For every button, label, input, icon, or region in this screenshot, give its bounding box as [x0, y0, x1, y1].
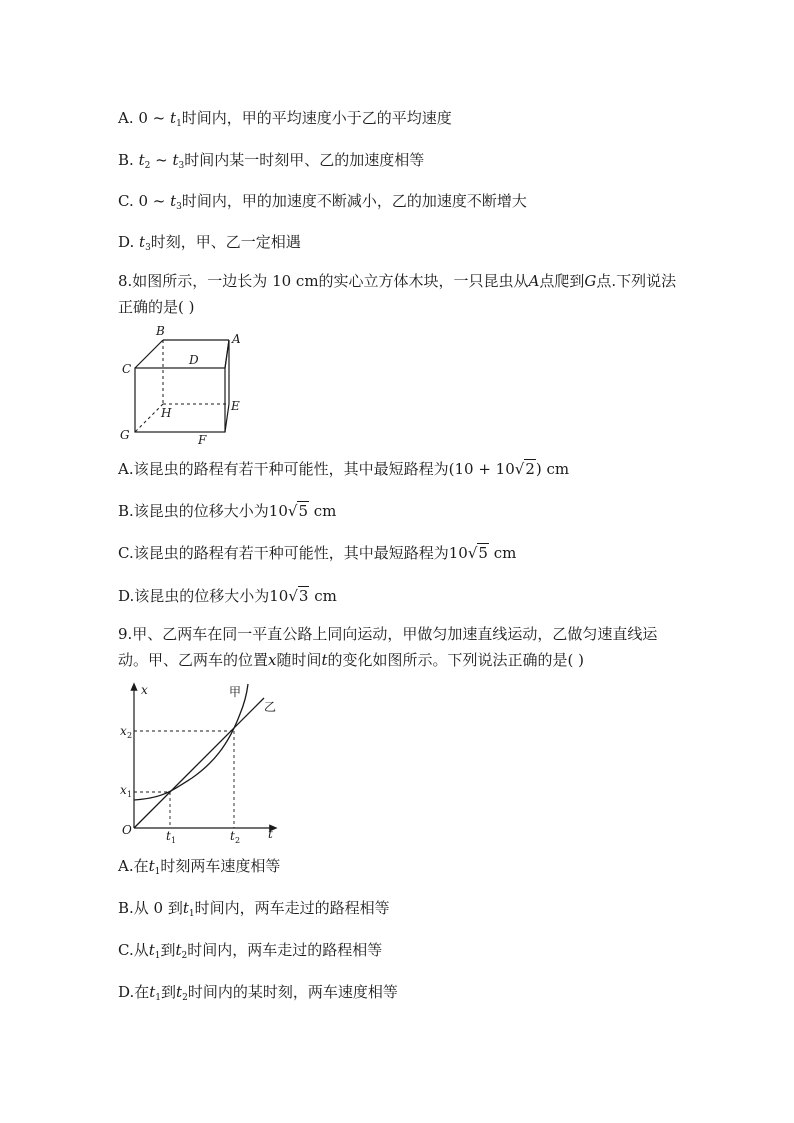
- var-t: t: [176, 983, 183, 1001]
- q7-option-a: [118, 108, 452, 134]
- q9-option-c: [118, 940, 382, 966]
- cube-edge: [225, 340, 229, 368]
- cube-figure: [112, 322, 252, 450]
- range-sign: ~: [150, 151, 173, 169]
- var-t: t: [170, 192, 177, 210]
- subscript: 3: [176, 202, 182, 212]
- q8-option-a: [118, 459, 569, 479]
- sqrt-sign: √2: [514, 460, 535, 478]
- x1-label: x: [120, 783, 127, 797]
- x1-subscript: 1: [127, 790, 133, 799]
- subscript: 2: [144, 161, 151, 171]
- q7-option-a-text: 时间内，甲的平均速度小于乙的平均速度: [181, 109, 452, 127]
- radicand: 2: [525, 460, 535, 478]
- cube-label-h: H: [161, 406, 172, 420]
- math: ) cm: [535, 460, 570, 478]
- radicand: 5: [298, 502, 308, 520]
- q7-option-d-prefix: D.: [118, 233, 140, 251]
- q7-option-a-prefix: A. 0 ~: [118, 109, 171, 127]
- cube-label-d: D: [189, 353, 199, 367]
- var-t: t: [182, 899, 189, 917]
- q7-option-b-prefix: B.: [118, 151, 139, 169]
- var-t: t: [172, 151, 179, 169]
- subscript: 1: [154, 951, 161, 961]
- t2-label: t: [230, 829, 235, 843]
- math: cm: [488, 544, 517, 562]
- math: (10 + 10: [448, 460, 515, 478]
- q9-option-d-mid: 到: [161, 983, 177, 1001]
- q9-option-c-prefix: C.从: [118, 941, 149, 959]
- cube-label-c: C: [122, 362, 132, 376]
- t1-label: t: [166, 829, 171, 843]
- q7-option-c: [118, 191, 527, 217]
- var-x: x: [268, 651, 277, 669]
- q9-option-b: [118, 898, 390, 924]
- subscript: 2: [181, 951, 188, 961]
- subscript: 3: [178, 161, 185, 171]
- var-t: t: [148, 941, 155, 959]
- sqrt-sign: √5: [287, 502, 308, 520]
- var-t: t: [139, 233, 146, 251]
- cube-edge: [135, 340, 163, 368]
- yi-label: 乙: [264, 700, 277, 714]
- radicand: 5: [478, 544, 488, 562]
- cube-label-g: G: [120, 428, 130, 442]
- var-t: t: [321, 651, 328, 669]
- point-label: G: [584, 272, 597, 290]
- q8-option-d-text: D.该昆虫的位移大小为: [118, 587, 270, 605]
- q9-stem-text: 的变化如图所示。下列说法正确的是( ): [327, 651, 585, 669]
- subscript: 1: [176, 119, 182, 129]
- q8-option-b: [118, 501, 336, 521]
- q9-option-a-text: 时刻两车速度相等: [160, 857, 281, 875]
- q8-stem: [118, 268, 678, 320]
- sqrt-sign: √5: [467, 544, 488, 562]
- subscript: 1: [188, 909, 195, 919]
- x2-label: x: [120, 724, 127, 738]
- yi-line: [134, 698, 264, 828]
- origin-label: O: [122, 823, 132, 837]
- cube-edge: [225, 404, 229, 432]
- q7-option-b-text: 时间内某一时刻甲、乙的加速度相等: [184, 151, 425, 169]
- t1-subscript: 1: [171, 836, 177, 845]
- q8-option-b-text: B.该昆虫的位移大小为: [118, 502, 269, 520]
- subscript: 2: [182, 993, 188, 1003]
- jia-curve: [134, 684, 248, 800]
- q7-option-b: [118, 150, 424, 176]
- q9-option-d-prefix: D.在: [118, 983, 150, 1001]
- var-t: t: [148, 857, 155, 875]
- var-t: t: [149, 983, 156, 1001]
- point-label: A: [528, 272, 540, 290]
- q9-stem-text: 随时间: [276, 651, 322, 669]
- y-axis-label: x: [141, 683, 148, 697]
- var-t: t: [170, 109, 177, 127]
- subscript: 1: [154, 867, 161, 877]
- q8-option-a-text: A.该昆虫的路程有若干种可能性，其中最短路程为: [118, 460, 449, 478]
- subscript: 3: [145, 243, 151, 253]
- q8-option-d: [118, 586, 337, 606]
- math: cm: [309, 587, 337, 605]
- q9-option-a: [118, 856, 280, 882]
- cube-front-face: [135, 368, 225, 432]
- q9-option-b-text: 时间内，两车走过的路程相等: [194, 899, 390, 917]
- subscript: 1: [155, 993, 162, 1003]
- q7-option-d-text: 时刻，甲、乙一定相遇: [150, 233, 301, 251]
- math: cm: [309, 502, 337, 520]
- q9-option-d: [118, 982, 398, 1008]
- q9-option-b-prefix: B.从 0 到: [118, 899, 183, 917]
- t2-subscript: 2: [235, 836, 241, 845]
- q8-option-c-text: C.该昆虫的路程有若干种可能性，其中最短路程为: [118, 544, 449, 562]
- math: 10: [268, 502, 288, 520]
- math: 10: [448, 544, 468, 562]
- x2-subscript: 2: [127, 731, 133, 740]
- x-axis-label: t: [268, 827, 273, 841]
- q9-stem-text: 9.甲、乙两车在同一平直公路上同向运动，甲做匀加速直线运动，乙做匀速直线运动。甲、乙两车的位置: [118, 625, 658, 669]
- q7-option-c-text: 时间内，甲的加速度不断减小，乙的加速度不断增大: [181, 192, 527, 210]
- q9-option-c-mid: 到: [160, 941, 176, 959]
- jia-label: 甲: [229, 685, 242, 699]
- radicand: 3: [298, 587, 309, 605]
- q8-stem-text: 8.如图所示，一边长为 10 cm的实心立方体木块，一只昆虫从: [118, 272, 529, 290]
- q8-stem-text: 点爬到: [539, 272, 585, 290]
- cube-label-b: B: [156, 324, 165, 338]
- var-t: t: [175, 941, 182, 959]
- sqrt-sign: √3: [288, 587, 309, 605]
- q7-option-c-prefix: C. 0 ~: [118, 192, 171, 210]
- cube-label-e: E: [231, 399, 240, 413]
- q7-option-d: [118, 232, 301, 258]
- xt-graph: [112, 680, 292, 848]
- math: 10: [269, 587, 289, 605]
- q9-option-c-text: 时间内，两车走过的路程相等: [187, 941, 383, 959]
- cube-hidden-edge: [135, 404, 163, 432]
- q9-option-d-text: 时间内的某时刻，两车速度相等: [187, 983, 398, 1001]
- q8-option-c: [118, 543, 516, 563]
- cube-label-f: F: [198, 433, 207, 447]
- cube-label-a: A: [232, 332, 241, 346]
- var-t: t: [138, 151, 145, 169]
- q9-stem: [118, 621, 678, 673]
- q9-option-a-prefix: A.在: [118, 857, 149, 875]
- q8-stem-text: 点.下列说法正确的是( ): [118, 272, 677, 316]
